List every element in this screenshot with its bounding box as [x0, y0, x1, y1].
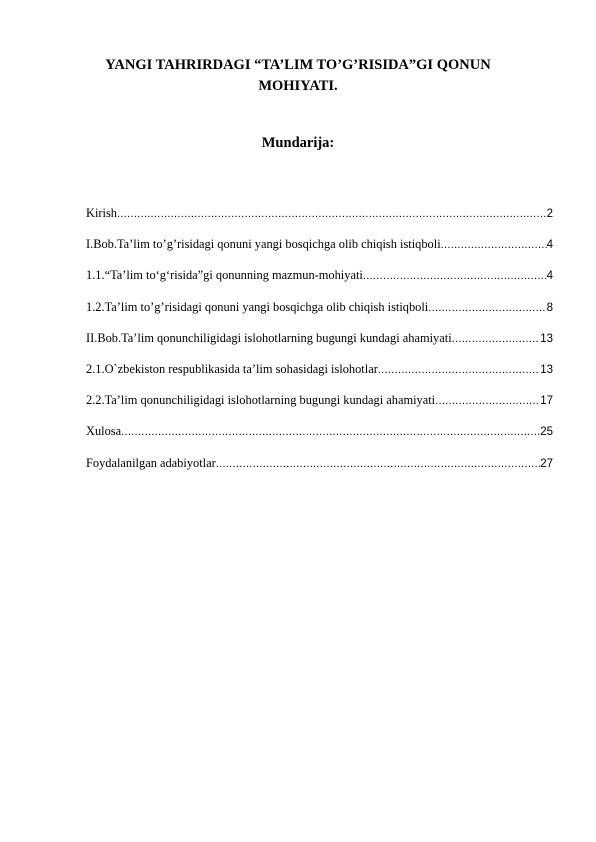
toc-dot-leader: [428, 302, 546, 314]
toc-entry-title: 2.2.Ta’lim qonunchiligidagi islohotlarning bugungi kundagi ahamiyati: [86, 393, 436, 408]
toc-page-number: 27: [540, 457, 553, 470]
toc-page-number: 4: [546, 270, 553, 283]
toc-page-number: 2: [546, 208, 553, 220]
toc-entry-section-1-1[interactable]: [86, 268, 553, 299]
toc-entry-title: II.Bob.Ta’lim qonunchiligidagi islohotlarning bugungi kundagi ahamiyati: [86, 330, 452, 345]
toc-dot-leader: [441, 239, 547, 251]
toc-page-number: 17: [540, 395, 553, 408]
toc-entry-kirish[interactable]: [86, 206, 553, 237]
toc-dot-leader: [435, 395, 540, 407]
table-of-contents: [86, 206, 553, 487]
toc-page-number: 8: [546, 301, 553, 314]
toc-entry-section-2-1[interactable]: [86, 362, 553, 393]
toc-dot-leader: [121, 426, 540, 438]
toc-entry-title: I.Bob.Ta’lim to’g’risidagi qonuni yangi bosqichga olib chiqish istiqboli: [86, 237, 441, 252]
toc-entry-title: Kirish: [86, 206, 117, 220]
toc-entry-bibliography[interactable]: [86, 456, 553, 487]
toc-heading: Mundarija:: [261, 135, 335, 151]
toc-entry-title: Foydalanilgan adabiyotlar: [86, 455, 216, 470]
toc-entry-title: Xulosa: [86, 424, 122, 439]
toc-entry-chapter-2[interactable]: [86, 331, 553, 362]
toc-entry-section-2-2[interactable]: [86, 393, 553, 424]
document-title-line-2: MOHIYATI.: [258, 78, 338, 94]
toc-page-number: 4: [546, 239, 553, 252]
document-title-line-1: YANGI TAHRIRDAGI “TA’LIM TO’G’RISIDA”GI QONUN: [105, 57, 491, 73]
toc-dot-leader: [216, 458, 540, 470]
toc-dot-leader: [363, 270, 547, 282]
document-title: [60, 55, 536, 97]
toc-entry-title: 2.1.O`zbekiston respublikasida ta’lim sohasidagi islohotlar: [86, 361, 378, 376]
toc-dot-leader: [378, 364, 540, 376]
toc-page-number: 25: [540, 426, 553, 439]
toc-page-number: 13: [540, 363, 553, 376]
toc-entry-section-1-2[interactable]: [86, 300, 553, 331]
toc-dot-leader: [117, 208, 547, 220]
toc-entry-title: 1.1.“Ta’lim to‘g‘risida”gi qonunning mazmun-mohiyati: [86, 268, 363, 283]
toc-entry-xulosa[interactable]: [86, 424, 553, 455]
toc-page-number: 13: [540, 332, 553, 345]
toc-dot-leader: [452, 333, 541, 345]
toc-entry-chapter-1[interactable]: [86, 237, 553, 268]
toc-entry-title: 1.2.Ta’lim to’g’risidagi qonuni yangi bosqichga olib chiqish istiqboli: [86, 299, 429, 314]
